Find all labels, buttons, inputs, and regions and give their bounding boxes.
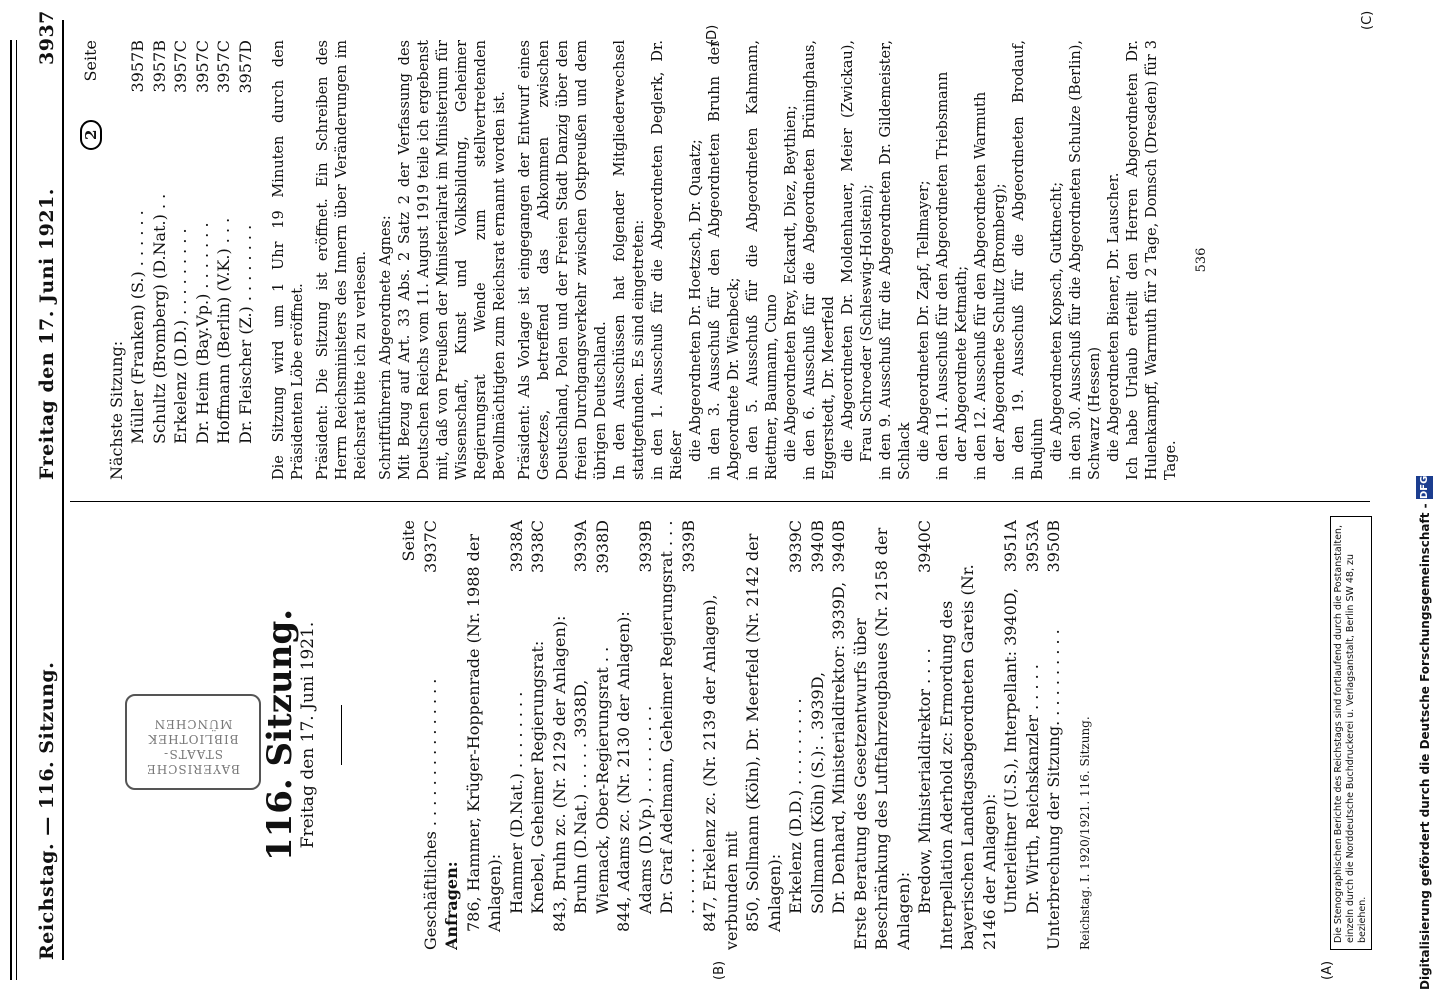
session-paragraph: die Abgeordneten Dr. Moldenhauer, Meier (Zwickau), Frau Schroeder (Schleswig-Holstein);	[840, 40, 875, 462]
speaker-ref: 3957C	[192, 40, 212, 93]
toc-item-text: 850, Sollmann (Köln), Dr. Meerfeld (Nr. 2142 der Anlagen):	[743, 533, 784, 932]
page-number: 3937	[36, 10, 58, 65]
footer-line: Reichstag. I. 1920/1921. 116. Sitzung.	[1077, 716, 1092, 950]
toc-item-text: Adams (D.Vp.) . . . . . . . . .	[635, 705, 655, 914]
header-left: Reichstag. — 116. Sitzung.	[36, 661, 58, 960]
toc-item	[506, 520, 528, 950]
toc-item	[914, 520, 936, 950]
bottom-number: 536	[1194, 247, 1209, 273]
toc-item-text: Dr. Denhard, Ministerialdirektor: 3939D,	[829, 581, 848, 914]
session-paragraph: in den 9. Ausschuß für die Abgeordneten Dr. Gildemeister, Schlack	[878, 40, 913, 480]
speaker-item	[213, 40, 235, 480]
toc-item-ref: 3940B	[807, 520, 827, 573]
session-paragraph: in den 19. Ausschuß für die Abgeordneten Brodauf, Budjuhn	[1011, 40, 1046, 480]
speaker-item	[192, 40, 214, 480]
toc-item	[441, 520, 463, 950]
header-center: Freitag den 17. Juni 1921.	[36, 188, 58, 480]
session-paragraph: in den 12. Ausschuß für den Abgeordneten Warmuth	[973, 91, 989, 480]
toc-item-ref: 3940C	[915, 520, 934, 573]
toc-item	[785, 520, 807, 950]
toc-item-text: Bruhn (D.Nat.) . . . . . 3938D,	[571, 679, 590, 914]
speaker-ref: 3957C	[171, 40, 190, 93]
toc-item-text: Bredow, Ministerialdirektor . . . .	[915, 648, 934, 914]
toc-item-text: Knebel, Geheimer Regierungsrat:	[528, 640, 547, 914]
toc-item-ref: 3939A	[571, 520, 590, 573]
footer-box: Die Stenographischen Berichte des Reichstags sind fortlaufend durch die Postanstalten, einzeln durch die Norddeutsche Buchdruckerei u. Verlagsanstalt, Berlin SW 48, zu beziehen.	[1330, 516, 1372, 950]
session-paragraph: Präsident: Als Vorlage ist eingegangen der Entwurf eines Gesetzes, betreffend das Abkommen zwischen Deutschland, Polen und der Freien Stadt Danzig über den freien Durchgangsverkehr zwischen Ostpreußen und dem übrigen Deutschland.	[517, 40, 609, 480]
session-paragraph: in den 6. Ausschuß für die Abgeordneten Brüninghaus, Eggerstedt, Dr. Meerfeld	[802, 40, 837, 480]
dfg-credit	[1418, 10, 1432, 990]
toc-item-ref: 3938C	[528, 520, 547, 573]
toc-item	[936, 520, 1001, 950]
seite-label: Seite	[399, 520, 418, 562]
toc-item-text: Erste Beratung des Gesetzentwurfs über Beschränkung des Luftfahrzeugbaues (Nr. 2158 der Anlagen):	[850, 527, 913, 950]
session-paragraph: die Abgeordneten Dr. Hoetzsch, Dr. Quaatz;	[688, 139, 704, 462]
speaker-item	[149, 40, 171, 480]
speaker-name: Schultz (Bromberg) (D.Nat.) . .	[149, 193, 169, 444]
session-paragraph: die Abgeordneten Biener, Dr. Lauscher.	[1106, 172, 1122, 462]
toc-item-text: verbunden mit	[721, 831, 741, 950]
speaker-item	[235, 40, 257, 480]
speaker-name: Müller (Franken) (S.) . . . . . .	[128, 210, 147, 444]
session-date: Freitag den 17. Juni 1921.	[297, 621, 318, 849]
toc-list	[420, 520, 1065, 950]
toc-item-ref: 3940B	[829, 520, 848, 573]
toc-item-text: Dr. Graf Adelmann, Geheimer Regierungsrat . . . . . . . . . .	[657, 520, 698, 914]
column-divider	[70, 501, 1370, 502]
speaker-item	[127, 40, 149, 480]
speaker-ref: 3957D	[235, 40, 255, 94]
session-paragraph: die Abgeordneten Dr. Zapf, Tellmayer;	[916, 180, 932, 462]
header-rule	[62, 20, 64, 960]
speaker-list	[127, 40, 256, 480]
toc-item	[635, 520, 657, 950]
toc-item	[742, 520, 785, 950]
toc-item-text: Unterbrechung der Sitzung. . . . . . . . . .	[1044, 629, 1063, 950]
toc-item-text: Sollmann (Köln) (S.): . 3939D,	[807, 671, 827, 914]
dfg-credit-text: Digitalisierung gefördert durch die Deutsche Forschungsgemeinschaft -	[1418, 503, 1432, 990]
toc-item	[850, 520, 915, 950]
toc-item-text: Dr. Wirth, Reichskanzler . . . . .	[1022, 664, 1042, 914]
session-paragraph: Ich habe Urlaub erteilt den Herren Abgeordneten Dr. Hulenkampff, Warmuth für 2 Tage, Domsch (Dresden) für 3 Tage.	[1125, 40, 1179, 480]
toc-item	[1043, 520, 1065, 950]
session-paragraph: in den 11. Ausschuß für den Abgeordneten Triebsmann	[935, 71, 951, 480]
toc-item	[592, 520, 614, 950]
session-paragraph: der Abgeordnete Ketmath;	[954, 265, 970, 462]
margin-mark-c: (C)	[1360, 10, 1375, 30]
toc-item-ref: 3938A	[506, 520, 526, 573]
speaker-ref: 3957B	[149, 40, 169, 93]
session-paragraph: in den 5. Ausschuß für die Abgeordneten Kahmann, Riettner, Baumann, Cuno	[745, 40, 780, 480]
toc-item	[549, 520, 571, 950]
toc-item	[699, 520, 721, 950]
toc-item	[463, 520, 506, 950]
toc-item-text: Geschäftliches . . . . . . . . . . . . . . .	[420, 678, 440, 950]
toc-item	[807, 520, 829, 950]
speaker-ref: 3957C	[214, 40, 233, 93]
outer-rule-2	[16, 40, 17, 980]
toc-item-ref: 3953A	[1022, 520, 1042, 573]
session-paragraph: die Abgeordneten Brey, Eckardt, Diez, Beythien;	[783, 105, 799, 462]
session-paragraph: In den Ausschüssen hat folgender Mitgliederwechsel stattgefunden. Es sind eingetreten:	[612, 40, 647, 480]
stamp-line: MÜNCHEN	[153, 717, 233, 731]
speaker-name: Dr. Heim (Bay.Vp.) . . . . . . .	[192, 222, 212, 444]
toc-item-text: 847, Erkelenz zc. (Nr. 2139 der Anlagen),	[700, 594, 719, 932]
margin-mark-d: (D)	[705, 24, 720, 45]
toc-item	[721, 520, 743, 950]
session-paragraph: die Abgeordneten Kopsch, Gutknecht;	[1049, 181, 1065, 462]
toc-item-text: Erkelenz (D.D.) . . . . . . . . .	[786, 698, 805, 914]
toc-item-text: Wiemack, Ober-Regierungsrat . .	[592, 646, 612, 914]
right-seite-label: Seite	[81, 40, 100, 82]
stamp-line: STAATS-	[163, 747, 223, 761]
margin-mark-a: (A)	[1320, 960, 1335, 980]
session-text	[270, 40, 1181, 480]
session-paragraph: Präsident: Die Sitzung ist eröffnet. Ein Schreiben des Herrn Reichsministers des Innern über Veränderungen im Reichsrat bitte ich zu verlesen.	[315, 40, 369, 480]
session-paragraph: in den 3. Ausschuß für den Abgeordneten Bruhn der Abgeordnete Dr. Wienbeck;	[707, 40, 742, 480]
session-paragraph: Schriftführerin Abgeordnete Agnes:	[378, 215, 394, 480]
circled-number: 2	[80, 120, 102, 150]
toc-item	[613, 520, 635, 950]
dfg-logo: DFG	[1416, 476, 1433, 499]
speaker-item	[170, 40, 192, 480]
stamp-line: BAYERISCHE	[145, 762, 241, 776]
next-session-label: Nächste Sitzung:	[106, 340, 126, 480]
outer-rule-1	[10, 40, 12, 980]
toc-item	[420, 520, 442, 950]
speaker-name: Hoffmann (Berlin) (V.K.) . . .	[214, 217, 233, 444]
toc-item	[828, 520, 850, 950]
toc-item	[570, 520, 592, 950]
toc-item-text: Anfragen:	[442, 861, 461, 950]
toc-item	[1000, 520, 1022, 950]
stamp-line: BIBLIOTHEK	[147, 732, 239, 746]
toc-item-text: 843, Bruhn zc. (Nr. 2129 der Anlagen):	[549, 615, 569, 932]
toc-item-ref: 3938D	[592, 520, 612, 574]
toc-item-text: 786, Hammer, Krüger-Hoppenrade (Nr. 1988 der Anlagen):	[463, 533, 504, 932]
toc-item-text: 844, Adams zc. (Nr. 2130 der Anlagen):	[614, 611, 633, 932]
toc-item	[656, 520, 699, 950]
toc-item-text: Unterleitner (U.S.), Interpellant: 3940D,	[1001, 587, 1020, 914]
toc-item-ref: 3951A	[1001, 520, 1020, 573]
toc-item-ref: 3939B	[635, 520, 655, 573]
toc-item	[1022, 520, 1044, 950]
toc-item-text: Interpellation Aderhold zc: Ermordung des bayerischen Landtagsabgeordneten Gareis (Nr. 2146 der Anlagen):	[936, 564, 999, 950]
session-title: 116. Sitzung.	[260, 608, 300, 862]
speaker-name: Erkelenz (D.D.) . . . . . . . . .	[171, 228, 190, 444]
toc-item-ref: 3939C	[786, 520, 805, 573]
right-column	[80, 40, 1213, 480]
session-paragraph: Die Sitzung wird um 1 Uhr 19 Minuten durch den Präsidenten Löbe eröffnet.	[271, 40, 306, 480]
toc-item-ref: 3950B	[1044, 520, 1063, 573]
toc-item-text: Hammer (D.Nat.) . . . . . . . .	[506, 691, 526, 914]
session-paragraph: Mit Bezug auf Art. 33 Abs. 2 Satz 2 der Verfassung des Deutschen Reichs vom 11. August 1919 teile ich ergebenst mit, daß von Preußen der Ministerialrat im Ministerium für Wissenschaft, Kunst und Volksbildung, Geheimer Regierungsrat Wende zum stellvertretenden Bevollmächtigten zum Reichsrat ernannt worden ist.	[397, 40, 508, 480]
toc-item	[527, 520, 549, 950]
session-paragraph: der Abgeordnete Schultz (Bromberg);	[992, 183, 1008, 462]
session-paragraph: in den 30. Ausschuß für die Abgeordneten Schulze (Berlin), Schwarz (Hessen)	[1068, 40, 1103, 480]
speaker-name: Dr. Fleischer (Z.) . . . . . . . .	[235, 224, 255, 444]
toc-item-ref: 3937C	[420, 520, 440, 573]
toc-item-ref: 3939B	[678, 520, 698, 573]
title-rule	[341, 705, 342, 765]
margin-mark-b: (B)	[712, 960, 727, 980]
session-paragraph: in den 1. Ausschuß für die Abgeordneten Deglerk, Dr. Rießer	[650, 40, 685, 480]
speaker-ref: 3957B	[128, 40, 147, 93]
left-column	[80, 520, 1096, 950]
